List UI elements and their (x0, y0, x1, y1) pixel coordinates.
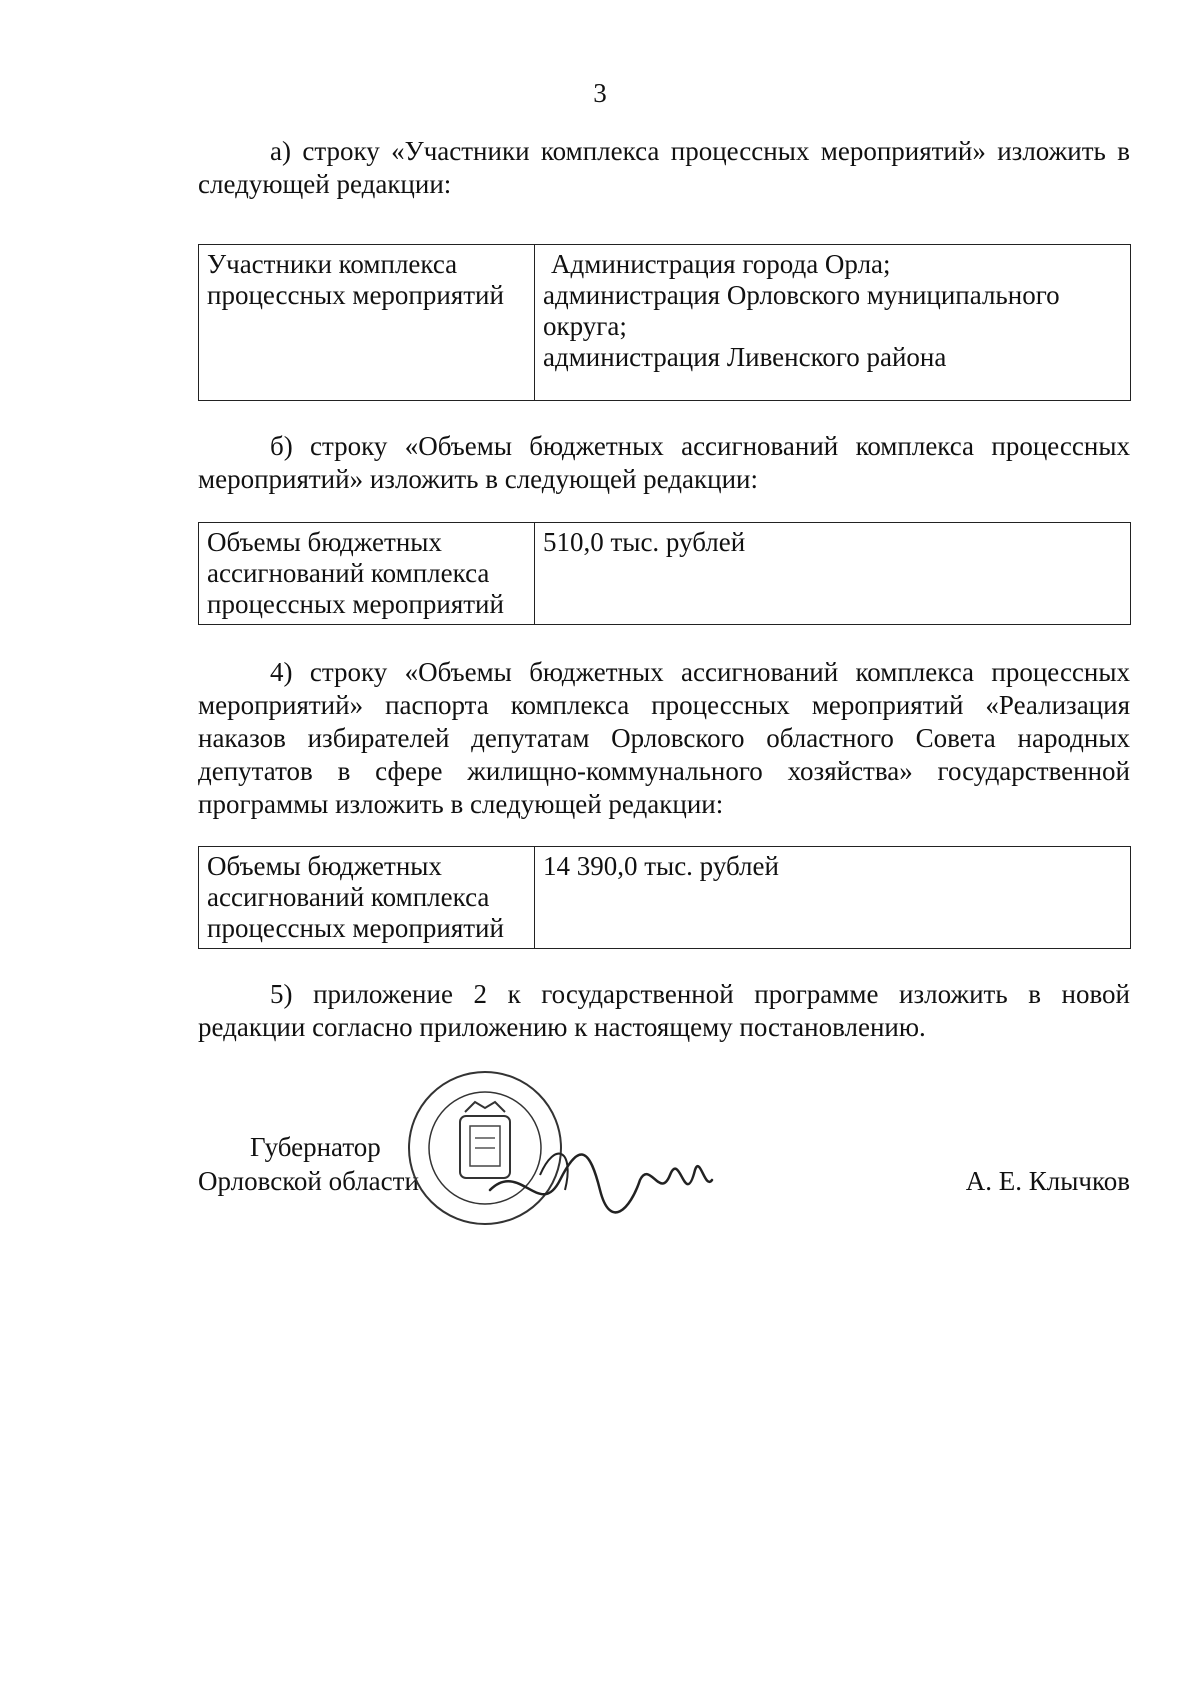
paragraph-b: б) строку «Объемы бюджетных ассигнований комплекса процессных мероприятий» изложить в следующей редакции: (198, 431, 1130, 494)
page-number: 3 (593, 78, 607, 108)
paragraph-4: 4) строку «Объемы бюджетных ассигнований комплекса процессных мероприятий» паспорта комплекса процессных мероприятий «Реализация наказов избирателей депутатам Орловского областного Совета народных депутатов в сфере жилищно-коммунального хозяйства» государственной программы изложить в следующей редакции: (198, 657, 1130, 819)
signatory-title (198, 1130, 419, 1198)
paragraph-a: а) строку «Участники комплекса процессных мероприятий» изложить в следующей редакции: (198, 136, 1130, 199)
signatory-name: А. Е. Клычков (965, 1166, 1130, 1196)
signatory-title-line1: Губернатор (250, 1132, 381, 1162)
participants-label: Участники комплекса процессных мероприятий (199, 245, 535, 401)
budget-label-4: Объемы бюджетных ассигнований комплекса процессных мероприятий (199, 847, 535, 949)
budget-table-4 (198, 846, 1131, 949)
participants-value (535, 245, 1131, 401)
participant-line: администрация Орловского муниципального округа; (543, 280, 1060, 341)
budget-value-b: 510,0 тыс. рублей (535, 523, 1131, 625)
participant-line: администрация Ливенского района (543, 342, 947, 372)
handwritten-signature-icon (480, 1120, 720, 1240)
signatory-title-line2: Орловской области (198, 1166, 419, 1196)
participants-table (198, 244, 1131, 401)
participant-line: Администрация города Орла; (551, 249, 891, 279)
budget-table-b (198, 522, 1131, 625)
budget-value-4: 14 390,0 тыс. рублей (535, 847, 1131, 949)
budget-label-b: Объемы бюджетных ассигнований комплекса процессных мероприятий (199, 523, 535, 625)
paragraph-5: 5) приложение 2 к государственной программе изложить в новой редакции согласно приложению к настоящему постановлению. (198, 979, 1130, 1042)
